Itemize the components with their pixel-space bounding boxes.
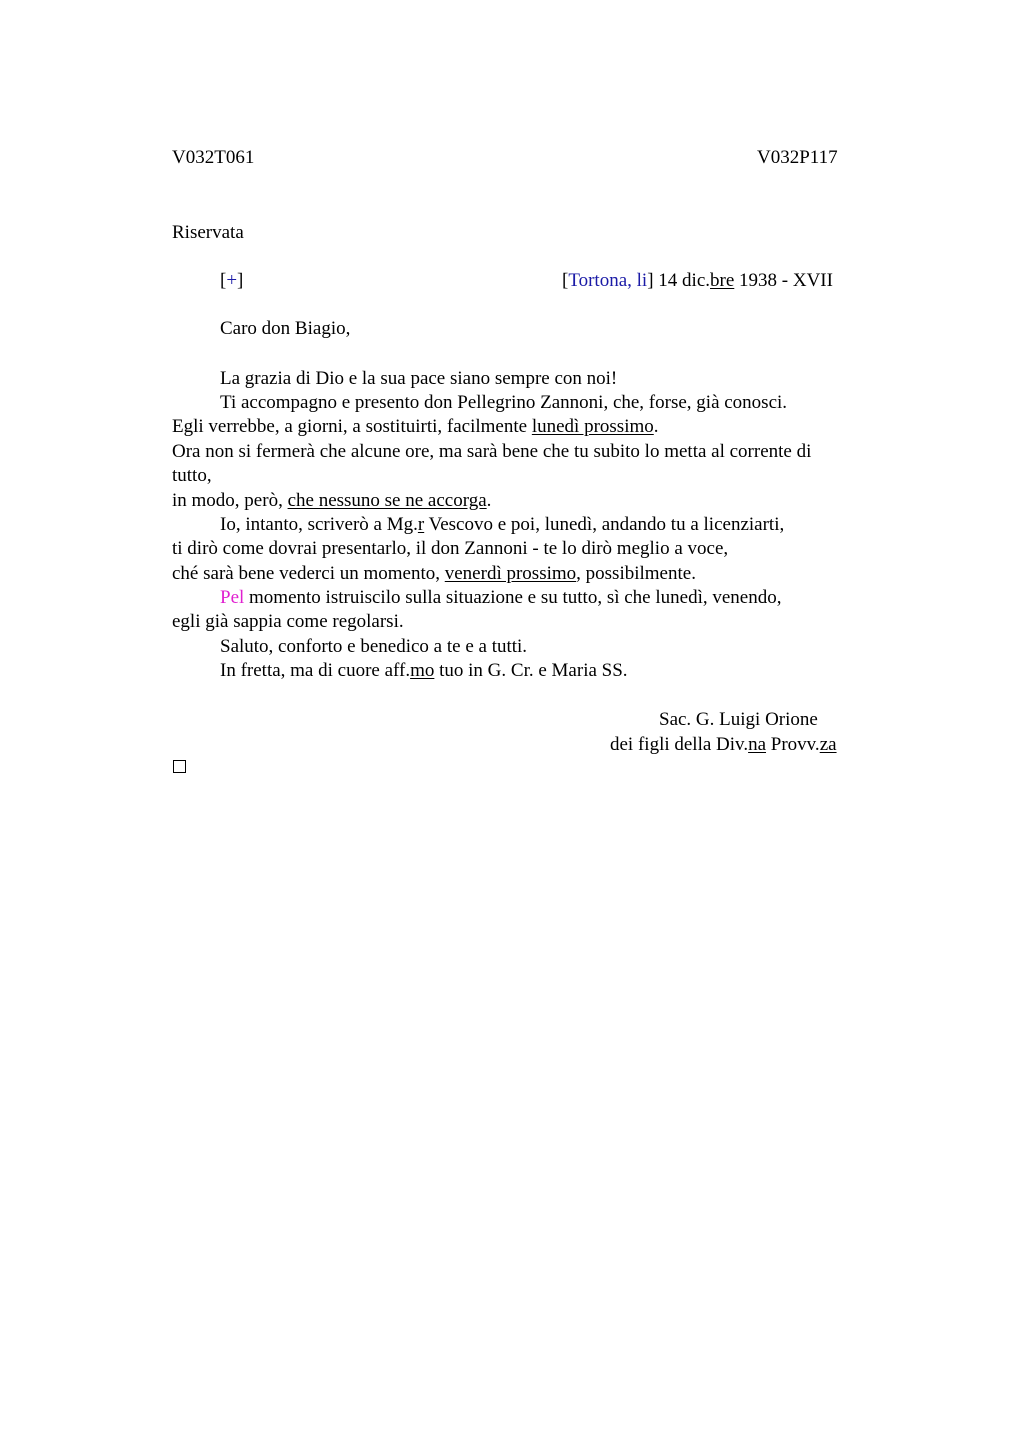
body-line: Io, intanto, scriverò a Mg.r Vescovo e poi, lunedì, andando tu a licenziarti, — [220, 514, 785, 535]
signature-name: Sac. G. Luigi Orione — [659, 709, 818, 730]
underlined-text: venerdì prossimo — [444, 563, 577, 584]
body-line: In fretta, ma di cuore aff.mo tuo in G. Cr. e Maria SS. — [220, 660, 628, 681]
underlined-text: lunedì prossimo — [531, 416, 654, 437]
signature-title: dei figli della Div.na Provv.za — [610, 734, 837, 755]
underlined-text: r — [417, 514, 425, 535]
document-code-left: V032T061 — [172, 147, 255, 168]
body-line: Pel momento istruiscilo sulla situazione e su tutto, sì che lunedì, venendo, — [220, 587, 782, 608]
classification-label: Riservata — [172, 222, 244, 243]
body-line: ché sarà bene vederci un momento, venerdì prossimo, possibilmente. — [172, 563, 696, 584]
document-code-right: V032P117 — [757, 147, 838, 168]
salutation: Caro don Biagio, — [220, 318, 351, 339]
body-line: ti dirò come dovrai presentarlo, il don Zannoni - te lo dirò meglio a voce, — [172, 538, 729, 559]
place-name: Tortona, li — [568, 270, 648, 291]
end-mark-checkbox-icon — [173, 760, 186, 773]
underlined-text: che nessuno se ne accorga — [287, 490, 487, 511]
body-line: Ora non si fermerà che alcune ore, ma sarà bene che tu subito lo metta al corrente di — [172, 441, 812, 462]
body-line: egli già sappia come regolarsi. — [172, 611, 404, 632]
cross-symbol: + — [226, 270, 238, 291]
highlighted-text: Pel — [220, 587, 245, 608]
body-line: in modo, però, che nessuno se ne accorga. — [172, 490, 492, 511]
body-line: Egli verrebbe, a giorni, a sostituirti, facilmente lunedì prossimo. — [172, 416, 659, 437]
place-date-line: [Tortona, li] 14 dic.bre 1938 - XVII — [562, 270, 833, 291]
body-line: tutto, — [172, 465, 212, 486]
body-line: La grazia di Dio e la sua pace siano sempre con noi! — [220, 368, 618, 389]
underlined-text: mo — [410, 660, 435, 681]
cross-mark: [+] — [220, 270, 244, 291]
body-line: Saluto, conforto e benedico a te e a tutti. — [220, 636, 528, 657]
body-line: Ti accompagno e presento don Pellegrino Zannoni, che, forse, già conosci. — [220, 392, 788, 413]
